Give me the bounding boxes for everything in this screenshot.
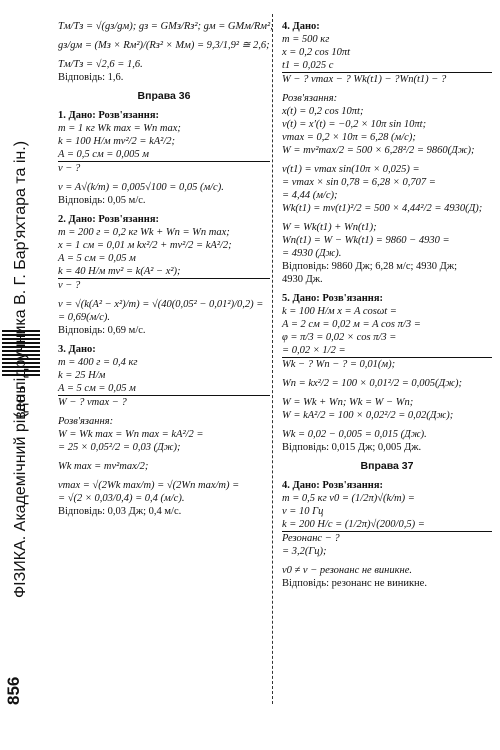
right-line: 5. Дано: Розв'язання: [282, 293, 384, 304]
left-column [58, 20, 274, 518]
left-line: m = 400 г = 0,4 кг [58, 357, 138, 368]
left-line: x = 1 см = 0,01 м kx²/2 + mv²/2 = kA²/2; [58, 240, 232, 251]
left-line: Відповідь: 0,05 м/с. [58, 195, 146, 206]
left-line: Wk max = mv²max/2; [58, 461, 149, 472]
right-line: W = kA²/2 = 100 × 0,02²/2 = 0,02(Дж); [282, 410, 454, 421]
right-line: = 0,02 × 1/2 = [282, 344, 492, 358]
right-column [282, 20, 492, 590]
right-line: Резонанс − ? [282, 533, 340, 544]
right-line: W − ? vmax − ? Wk(t1) − ?Wп(t1) − ? [282, 74, 447, 85]
left-line: 2. Дано: Розв'язання: [58, 214, 160, 225]
source-note: (до підручника В. Г. Бар'яхтара та ін.) [12, 140, 29, 418]
right-line: m = 500 кг [282, 34, 330, 45]
right-line: = vmax × sin 0,78 = 6,28 × 0,707 = [282, 177, 436, 188]
left-line: v − ? [58, 163, 81, 174]
right-line: Wп(t1) = W − Wk(t1) = 9860 − 4930 = [282, 235, 450, 246]
page-margin [0, 0, 42, 750]
right-line: Відповідь: резонанс не виникне. [282, 578, 427, 589]
left-line: W − ? vmax − ? [58, 397, 127, 408]
right-line: 4. Дано: Розв'язання: [282, 480, 384, 491]
right-line: Вправа 37 [360, 460, 414, 472]
right-line: k = 200 Н/с = (1/2π)√(200/0,5) = [282, 518, 492, 532]
right-line: Wп = kx²/2 = 100 × 0,01²/2 = 0,005(Дж); [282, 378, 462, 389]
left-line: v = A√(k/m) = 0,005√100 = 0,05 (м/с). [58, 182, 224, 193]
left-line: gз/gм = (Mз × Rм²)/(Rз² × Mм) = 9,3/1,9² ≅ 2,6; [58, 40, 270, 51]
left-line: W = Wk max = Wп max = kA²/2 = [58, 429, 204, 440]
right-line: W = Wk(t1) + Wп(t1); [282, 222, 377, 233]
right-line: = 4,44 (м/с); [282, 190, 338, 201]
subject-title: ФІЗИКА. Академічний рівень [12, 385, 29, 598]
left-line: v − ? [58, 280, 81, 291]
left-line: A = 5 см = 0,05 м [58, 382, 270, 396]
left-line: Відповідь: 0,03 Дж; 0,4 м/с. [58, 506, 182, 517]
left-line: A = 5 см = 0,05 м [58, 253, 136, 264]
left-line: = √(2 × 0,03/0,4) = 0,4 (м/с). [58, 493, 185, 504]
right-line: A = 2 см = 0,02 м = A cos π/3 = [282, 319, 421, 330]
right-line: φ = π/3 = 0,02 × cos π/3 = [282, 332, 397, 343]
right-line: v(t1) = vmax sin(10π × 0,025) = [282, 164, 420, 175]
right-line: 4. Дано: [282, 21, 320, 32]
right-line: Розв'язання: [282, 93, 338, 104]
left-line: Відповідь: 0,69 м/с. [58, 325, 146, 336]
right-line: v0 ≠ v − резонанс не виникне. [282, 565, 413, 576]
page-number: 856 [4, 676, 23, 705]
right-line: v(t) = x′(t) = −0,2 × 10π sin 10πt; [282, 119, 427, 130]
right-line: ν = 10 Гц [282, 506, 324, 517]
right-line: vmax = 0,2 × 10π = 6,28 (м/с); [282, 132, 416, 143]
right-line: Відповідь: 9860 Дж; 6,28 м/с; 4930 Дж; [282, 261, 457, 272]
left-line: = 25 × 0,05²/2 = 0,03 (Дж); [58, 442, 181, 453]
left-line: A = 0,5 см = 0,005 м [58, 148, 270, 162]
left-line: Відповідь: 1,6. [58, 72, 124, 83]
right-line: x(t) = 0,2 cos 10πt; [282, 106, 364, 117]
right-line: = 4930 (Дж). [282, 248, 342, 259]
left-line: k = 40 Н/м mv² = k(A² − x²); [58, 265, 270, 279]
left-line: v = √(k(A² − x²)/m) = √(40(0,05² − 0,01²)/0,2) = [58, 299, 264, 310]
left-line: 3. Дано: [58, 344, 96, 355]
right-line: k = 100 Н/м x = A cosωt = [282, 306, 397, 317]
right-line: 4930 Дж. [282, 274, 323, 285]
right-line: W = Wk + Wп; Wk = W − Wп; [282, 397, 414, 408]
left-line: k = 100 Н/м mv²/2 = kA²/2; [58, 136, 175, 147]
left-line: k = 25 Н/м [58, 370, 106, 381]
left-line: m = 200 г = 0,2 кг Wk + Wп = Wп max; [58, 227, 230, 238]
right-line: Wk = 0,02 − 0,005 = 0,015 (Дж). [282, 429, 427, 440]
left-line: 1. Дано: Розв'язання: [58, 110, 160, 121]
right-line: Відповідь: 0,015 Дж; 0,005 Дж. [282, 442, 422, 453]
left-line: = 0,69(м/с). [58, 312, 110, 323]
left-line: Tм/Tз = √2,6 = 1,6. [58, 59, 143, 70]
right-line: Wk − ? Wп − ? = 0,01(м); [282, 359, 396, 370]
column-divider [272, 14, 273, 704]
right-line: x = 0,2 cos 10πt [282, 47, 351, 58]
left-line: Розв'язання: [58, 416, 114, 427]
left-line: vmax = √(2Wk max/m) = √(2Wп max/m) = [58, 480, 240, 491]
right-line: Wk(t1) = mv(t1)²/2 = 500 × 4,44²/2 = 4930(Д); [282, 203, 483, 214]
right-line: W = mv²max/2 = 500 × 6,28²/2 = 9860(Дж); [282, 145, 475, 156]
left-line: m = 1 кг Wk max = Wп max; [58, 123, 181, 134]
left-line: Вправа 36 [137, 90, 191, 102]
left-line: Tм/Tз = √(gз/gм); gз = GMз/Rз²; gм = GMм/Rм²; [58, 21, 274, 32]
right-line: t1 = 0,025 с [282, 59, 492, 73]
right-line: = 3,2(Гц); [282, 546, 327, 557]
right-line: m = 0,5 кг v0 = (1/2π)√(k/m) = [282, 493, 415, 504]
